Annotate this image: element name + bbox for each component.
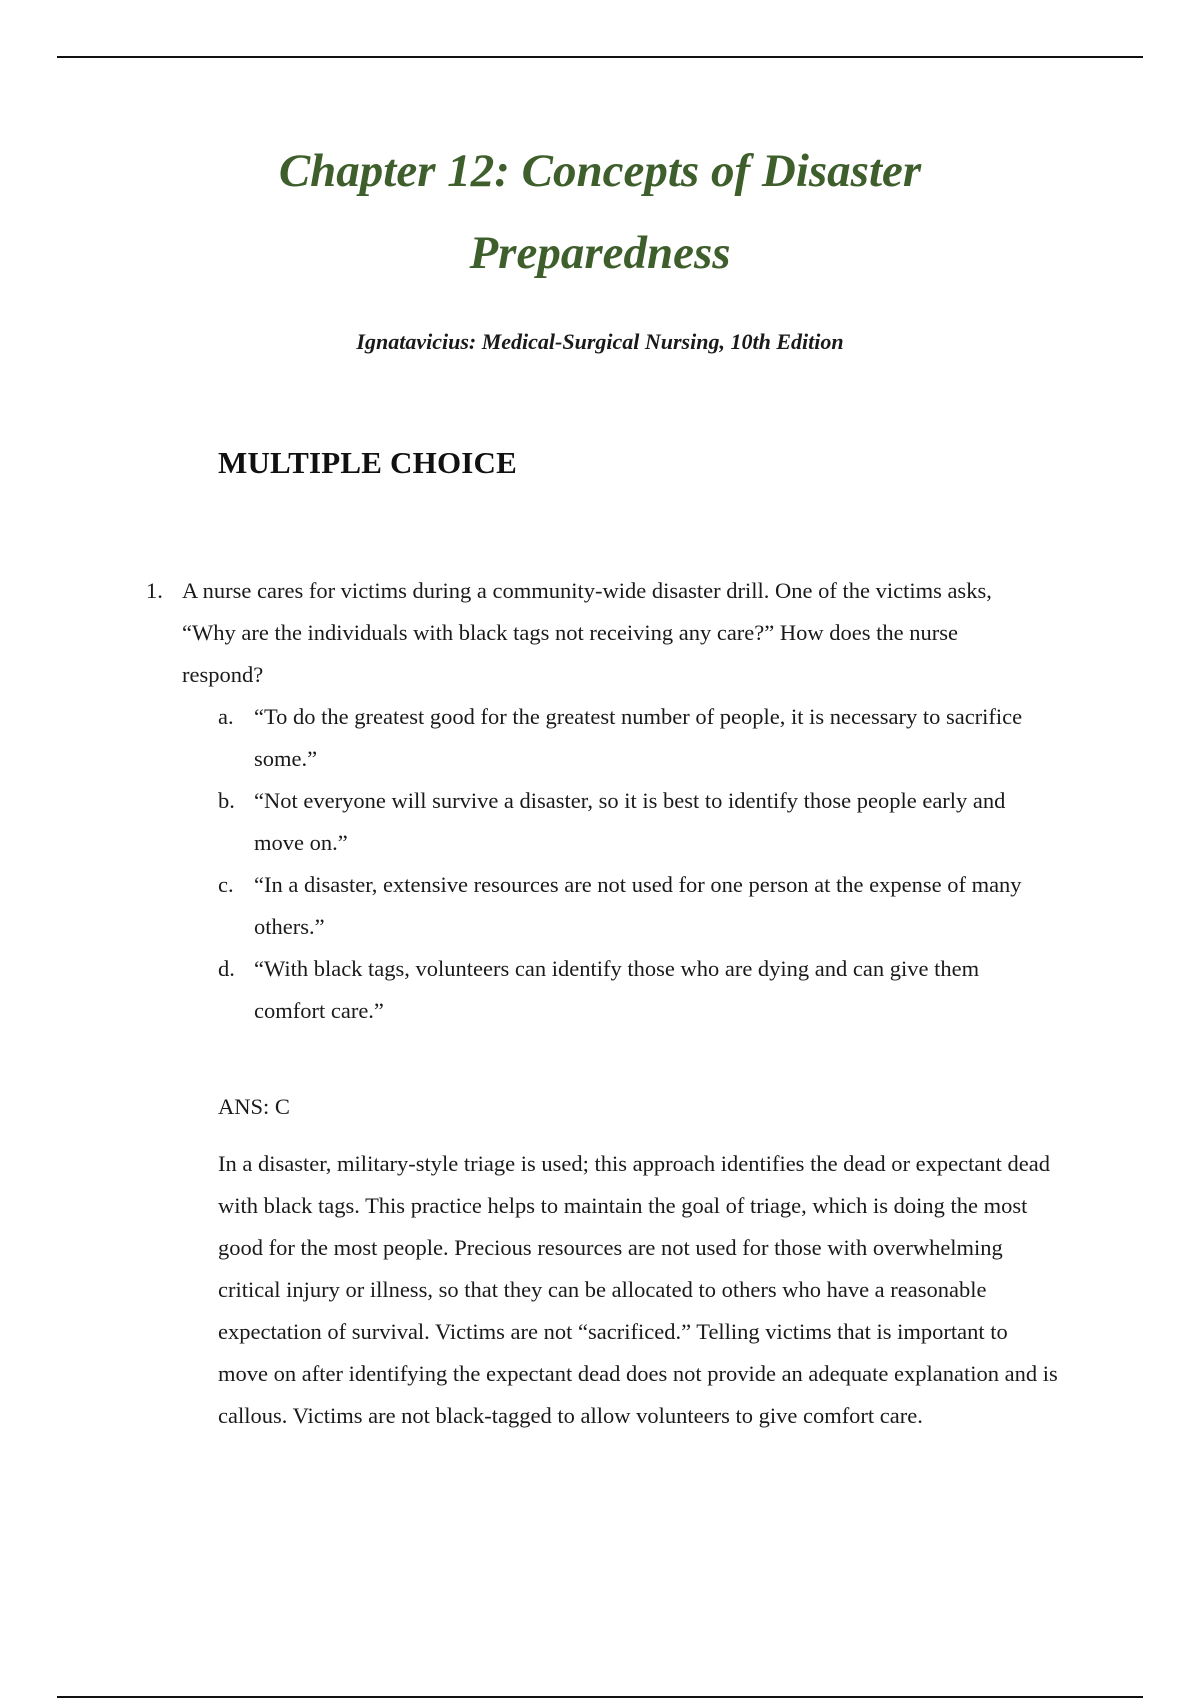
answer-options — [146, 696, 1046, 1032]
option-d — [218, 948, 1034, 1032]
option-text: “To do the greatest good for the greatest number of people, it is necessary to sacrifice some.” — [254, 704, 1023, 771]
option-c — [218, 864, 1034, 948]
question-number: 1. — [146, 578, 163, 603]
chapter-title — [0, 130, 1200, 294]
answer-rationale: In a disaster, military-style triage is used; this approach identifies the dead or expectant dead with black tags. This practice helps to maintain the goal of triage, which is doing the most good for the most people. Precious resources are not used for those with overwhelming critical injury or illness, so that they can be allocated to others who have a reasonable expectation of survival. Victims are not “sacrificed.” Telling victims that is important to move on after identifying the expectant dead does not provide an adequate explanation and is callous. Victims are not black-tagged to allow volunteers to give comfort care. — [218, 1151, 1058, 1428]
option-b — [218, 780, 1034, 864]
option-letter: c. — [218, 872, 234, 897]
option-letter: d. — [218, 956, 235, 981]
section-heading: MULTIPLE CHOICE — [218, 445, 517, 480]
option-text: “With black tags, volunteers can identify those who are dying and can give them comfort care.” — [254, 956, 980, 1023]
option-letter: a. — [218, 704, 234, 729]
chapter-title-line-1: Chapter 12: Concepts of Disaster — [278, 145, 922, 197]
bottom-rule — [57, 1696, 1143, 1698]
chapter-title-line-2: Preparedness — [469, 227, 731, 279]
option-text: “Not everyone will survive a disaster, so it is best to identify those people early and move on.” — [254, 788, 1006, 855]
book-subtitle: Ignatavicius: Medical-Surgical Nursing, 10th Edition — [356, 329, 844, 354]
question-1 — [146, 570, 1046, 1032]
question-stem: A nurse cares for victims during a community-wide disaster drill. One of the victims asks, “Why are the individuals with black tags not receiving any care?” How does the nurse respond? — [182, 578, 992, 687]
option-letter: b. — [218, 788, 235, 813]
option-text: “In a disaster, extensive resources are not used for one person at the expense of many others.” — [254, 872, 1022, 939]
top-rule — [57, 56, 1143, 58]
option-a — [218, 696, 1034, 780]
answer-key: ANS: C — [218, 1094, 290, 1119]
